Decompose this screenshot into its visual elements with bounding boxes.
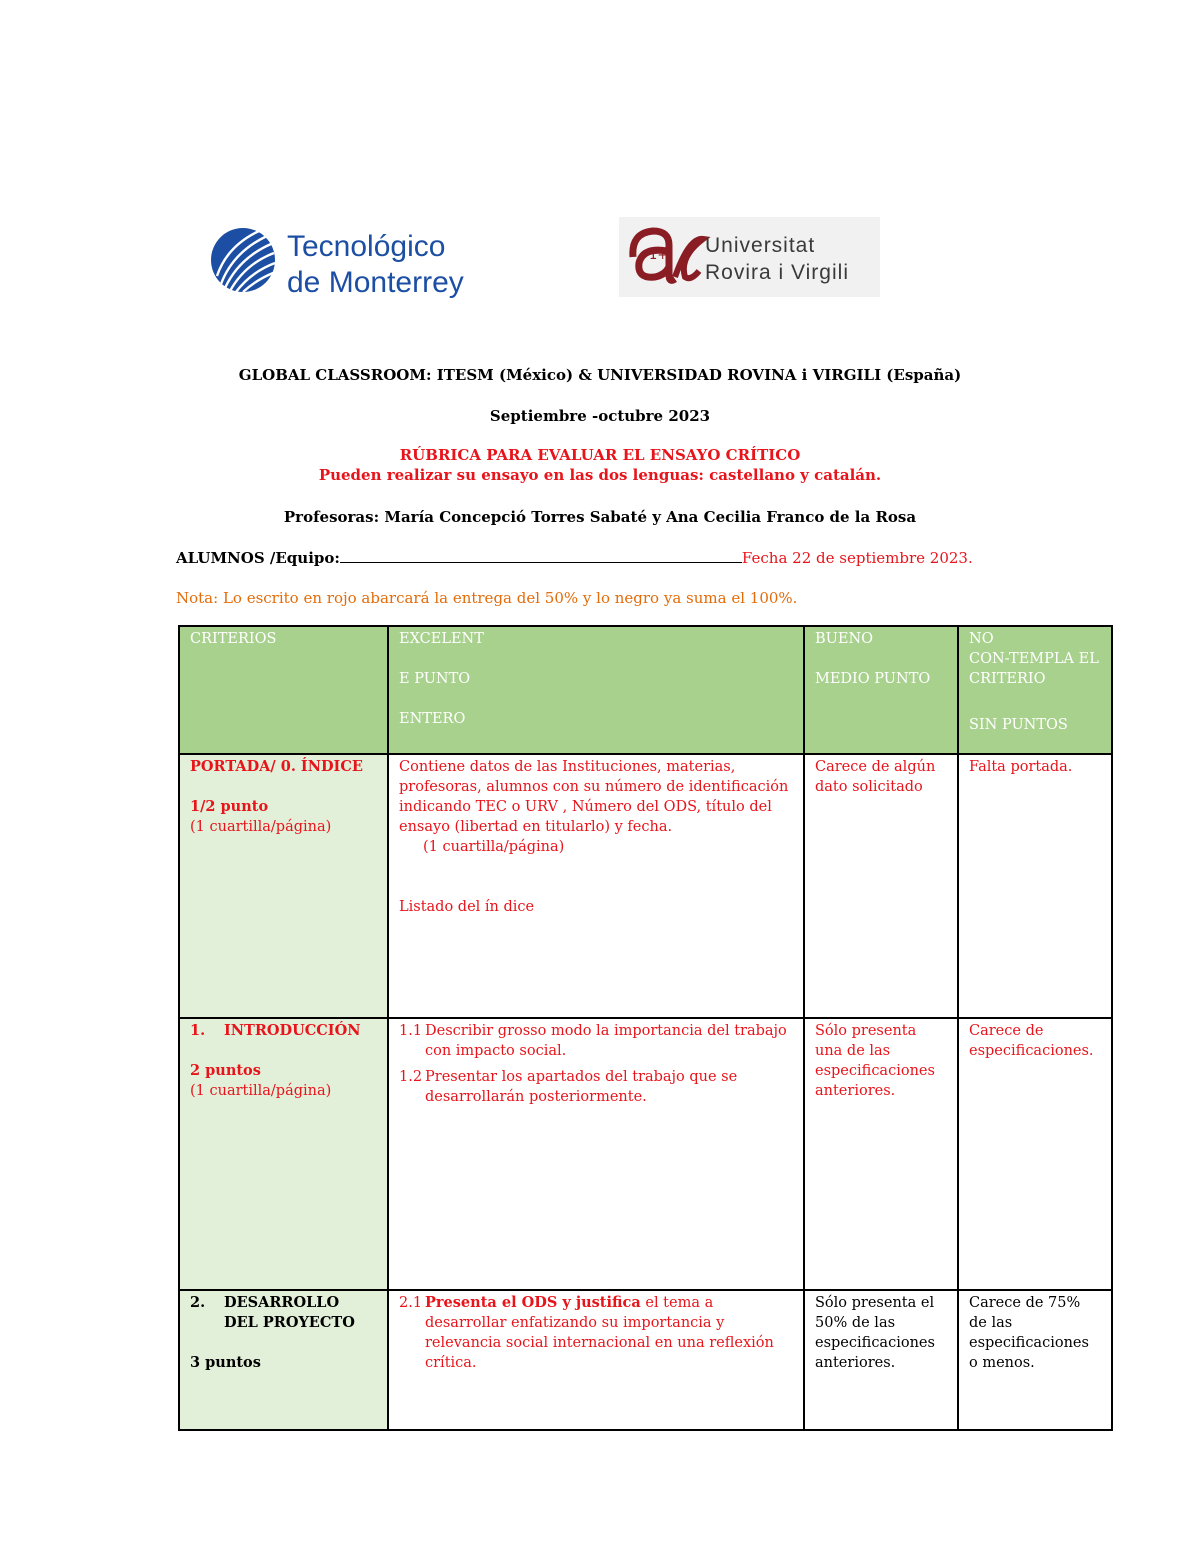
note-line: Nota: Lo escrito en rojo abarcará la entrega del 50% y lo negro ya suma el 100%. [176,589,798,607]
teachers-line: Profesoras: María Concepció Torres Sabaté y Ana Cecilia Franco de la Rosa [283,508,917,526]
excellent-extra: Listado del ín dice [399,899,535,915]
criterion-points: 2 puntos [190,1062,261,1079]
header-excelente-line2: E PUNTO [399,671,471,687]
excellent-text: Contiene datos de las Instituciones, materias, profesoras, alumnos con su número de identificación indicando TEC o URV , Número del ODS, título del ensayo (libertad en titularlo) y fecha. [399,759,789,835]
header-no-line4: SIN PUNTOS [969,717,1068,733]
table-header-row [179,626,1112,754]
good-cell [804,1018,958,1290]
good-text: Carece de algún dato solicitado [815,759,936,795]
good-text: Sólo presenta el 50% de las especificaciones anteriores. [815,1295,935,1371]
urv-logo [619,217,880,297]
header-excelente-line3: ENTERO [399,711,466,727]
delivery-date: Fecha 22 de septiembre 2023. [741,549,973,567]
none-cell [958,1290,1112,1430]
criterion-points: 1/2 punto [190,798,269,815]
good-cell [804,754,958,1018]
criterion-cell [179,754,388,1018]
students-line [176,548,973,567]
list-item [399,1293,793,1373]
table-row [179,754,1112,1018]
header-no-line1: NO [969,631,994,647]
header-bueno-line2: MEDIO PUNTO [815,671,931,687]
criterion-number: 1. [190,1022,206,1039]
none-text: Falta portada. [969,759,1073,775]
criterion-extension: (1 cuartilla/página) [190,1083,332,1099]
criterion-points: 3 puntos [190,1354,261,1371]
header-criterios [179,626,388,754]
item-text: Describir grosso modo la importancia del trabajo con impacto social. [425,1023,787,1059]
good-text: Sólo presenta una de las especificaciones anteriores. [815,1023,935,1099]
criterion-title: DESARROLLO DEL PROYECTO [224,1294,355,1331]
item-bold-text: Presenta el ODS y justifica [425,1294,641,1311]
criterion-cell [179,1018,388,1290]
header-criterios-label: CRITERIOS [190,631,277,647]
urv-logo-line2: Rovira i Virgili [705,261,849,284]
rubric-table [178,625,1113,1431]
excellent-cell [388,1290,804,1430]
none-text: Carece de especificaciones. [969,1023,1094,1059]
criterion-cell [179,1290,388,1430]
criterion-title: PORTADA/ 0. ÍNDICE [190,758,363,775]
criterion-title: INTRODUCCIÓN [224,1022,361,1039]
languages-note: Pueden realizar su ensayo en las dos lenguas: castellano y catalán. [318,466,882,484]
document-header-title: GLOBAL CLASSROOM: ITESM (México) & UNIVERSIDAD ROVINA i VIRGILI (España) [238,366,962,384]
header-no-line2: CON-TEMPLA EL [969,651,1099,667]
tec-logo-line2: de Monterrey [287,266,464,299]
document-dates: Septiembre -octubre 2023 [489,407,711,425]
header-no-line3: CRITERIO [969,671,1046,687]
tec-logo-line1: Tecnológico [287,230,446,263]
header-bueno-line1: BUENO [815,631,874,647]
none-cell [958,1018,1112,1290]
students-label: ALUMNOS /Equipo: [176,549,340,567]
none-text: Carece de 75% de las especificaciones o menos. [969,1295,1089,1371]
rubric-title: RÚBRICA PARA EVALUAR EL ENSAYO CRÍTICO [399,446,801,464]
svg-text:1+: 1+ [649,248,669,263]
header-excelente-line1: EXCELENT [399,631,484,647]
item-text: el tema a desarrollar enfatizando su importancia y relevancia social internacional en una reflexión crítica. [425,1295,774,1371]
tec-monterrey-logo [211,222,466,302]
criterion-number: 2. [190,1294,206,1311]
excellent-cell [388,754,804,1018]
table-row [179,1018,1112,1290]
list-item [399,1067,793,1107]
excellent-cell [388,1018,804,1290]
item-number: 2.1 [399,1295,423,1311]
header-bueno [804,626,958,754]
criterion-extension: (1 cuartilla/página) [190,819,332,835]
header-excelente [388,626,804,754]
header-no-contempla [958,626,1112,754]
item-number: 1.1 [399,1023,423,1039]
good-cell [804,1290,958,1430]
students-blank[interactable] [340,548,742,563]
none-cell [958,754,1112,1018]
excellent-extension: (1 cuartilla/página) [423,839,565,855]
urv-logo-line1: Universitat [705,234,816,257]
table-row [179,1290,1112,1430]
item-number: 1.2 [399,1069,423,1085]
item-text: Presentar los apartados del trabajo que se desarrollarán posteriormente. [425,1069,738,1105]
list-item [399,1021,793,1061]
